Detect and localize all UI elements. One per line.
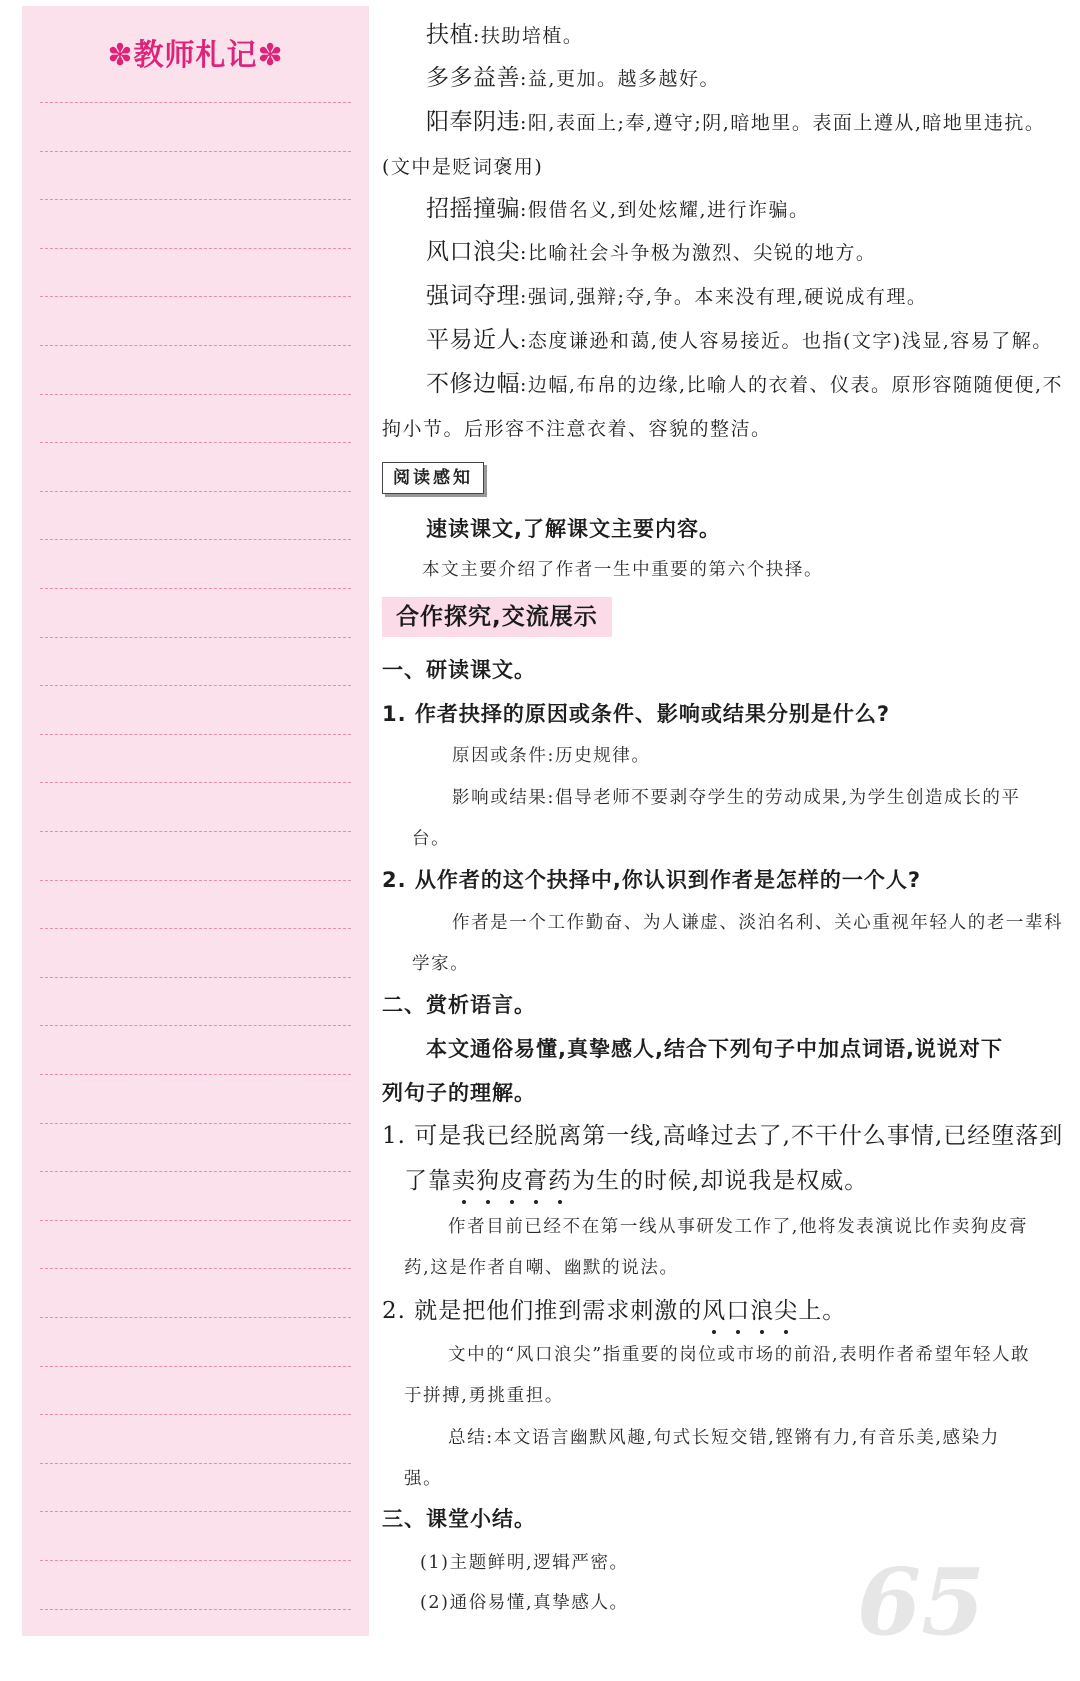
- summary: 总结:本文语言幽默风趣,句式长短交错,铿锵有力,有音乐美,感染力: [448, 1428, 1000, 1448]
- example-sentence: [382, 1292, 1068, 1325]
- main-content: [382, 0, 1068, 1681]
- section-heading: 三、课堂小结。: [382, 1507, 536, 1531]
- page-number: 65: [857, 1548, 986, 1656]
- vocab-term: 强词夺理: [426, 283, 520, 309]
- note-line: [40, 928, 351, 929]
- answer: 作者是一个工作勤奋、为人谦虚、淡泊名利、关心重视年轻人的老一辈科: [452, 913, 1064, 933]
- section-intro: 本文通俗易懂,真挚感人,结合下列句子中加点词语,说说对下: [426, 1037, 1003, 1061]
- answer: 原因或条件:历史规律。: [452, 746, 651, 766]
- note-line: [40, 539, 351, 540]
- question: 2. 从作者的这个抉择中,你认识到作者是怎样的一个人?: [382, 868, 922, 892]
- note-line: [40, 1414, 351, 1415]
- note-line: [40, 782, 351, 783]
- vocab-item: [426, 59, 1068, 92]
- vocab-continuation: 拘小节。后形容不注意衣着、容貌的整洁。: [382, 418, 772, 440]
- answer: 影响或结果:倡导老师不要剥夺学生的劳动成果,为学生创造成长的平: [452, 788, 1021, 808]
- summary: 强。: [404, 1469, 443, 1489]
- emphasis-char: 浪: [750, 1292, 774, 1325]
- answer: 文中的“风口浪尖”指重要的岗位或市场的前沿,表明作者希望年轻人敢: [448, 1345, 1031, 1365]
- vocab-term: 不修边幅: [426, 371, 520, 397]
- dotted-phrase: [702, 1298, 798, 1324]
- section-heading: 二、赏析语言。: [382, 993, 536, 1017]
- emphasis-char: 皮: [500, 1162, 524, 1195]
- note-line: [40, 151, 351, 152]
- emphasis-char: 风: [702, 1292, 726, 1325]
- vocab-item: [426, 233, 1068, 266]
- emphasis-char: 尖: [774, 1292, 798, 1325]
- vocab-item: [426, 277, 1068, 310]
- emphasis-char: 膏: [524, 1162, 548, 1195]
- vocab-definition: :阳,表面上;奉,遵守;阴,暗地里。表面上遵从,暗地里违抗。: [520, 112, 1046, 134]
- vocab-definition: :比喻社会斗争极为激烈、尖锐的地方。: [520, 242, 877, 264]
- section-heading: 一、研读课文。: [382, 658, 536, 682]
- note-line: [40, 248, 351, 249]
- note-line: [40, 1220, 351, 1221]
- vocab-term: 多多益善: [426, 65, 520, 91]
- vocab-item: [426, 190, 1068, 223]
- sentence-text: 了靠: [404, 1168, 452, 1194]
- note-line: [40, 880, 351, 881]
- reading-question: 速读课文,了解课文主要内容。: [426, 517, 721, 541]
- section-intro: 列句子的理解。: [382, 1081, 536, 1105]
- note-line: [40, 442, 351, 443]
- answer: 台。: [412, 829, 451, 849]
- sentence-text: 上。: [798, 1298, 847, 1324]
- vocab-definition: :强词,强辩;夺,争。本来没有理,硬说成有理。: [520, 286, 928, 308]
- vocab-item: [426, 365, 1068, 398]
- summary-item: (2)通俗易懂,真挚感人。: [420, 1593, 629, 1613]
- vocab-definition: :假借名义,到处炫耀,进行诈骗。: [520, 199, 810, 221]
- vocab-definition: :扶助培植。: [473, 25, 584, 47]
- note-line: [40, 199, 351, 200]
- sentence-text: 2. 就是把他们推到需求刺激的: [382, 1298, 703, 1324]
- reading-answer: 本文主要介绍了作者一生中重要的第六个抉择。: [422, 560, 824, 580]
- note-line: [40, 637, 351, 638]
- teacher-notes-title: ✽教师札记✽: [107, 38, 284, 73]
- note-line: [40, 734, 351, 735]
- vocab-item: [426, 16, 1068, 49]
- reading-section-badge: 阅读感知: [382, 462, 484, 494]
- note-line: [40, 394, 351, 395]
- example-sentence: 1. 可是我已经脱离第一线,高峰过去了,不干什么事情,已经堕落到: [382, 1123, 1064, 1149]
- vocab-item: [426, 103, 1068, 136]
- vocab-term: 招摇撞骗: [426, 196, 520, 222]
- note-line: [40, 831, 351, 832]
- note-line: [40, 977, 351, 978]
- emphasis-char: 卖: [452, 1162, 476, 1195]
- note-line: [40, 1560, 351, 1561]
- note-line: [40, 1609, 351, 1610]
- vocab-item: [426, 321, 1068, 354]
- note-line: [40, 1511, 351, 1512]
- vocab-continuation: (文中是贬词褒用): [382, 156, 544, 178]
- sentence-text: 为生的时候,却说我是权威。: [572, 1168, 869, 1194]
- note-line: [40, 1268, 351, 1269]
- note-line: [40, 1025, 351, 1026]
- note-line: [40, 588, 351, 589]
- vocab-term: 风口浪尖: [426, 239, 520, 265]
- note-line: [40, 1074, 351, 1075]
- note-line: [40, 1463, 351, 1464]
- answer: 于拼搏,勇挑重担。: [404, 1386, 564, 1406]
- note-line: [40, 685, 351, 686]
- note-line: [40, 1123, 351, 1124]
- emphasis-char: 药: [548, 1162, 572, 1195]
- teacher-notes-sidebar: [22, 6, 369, 1636]
- note-line: [40, 345, 351, 346]
- dotted-phrase: [452, 1168, 572, 1194]
- note-line: [40, 1317, 351, 1318]
- emphasis-char: 狗: [476, 1162, 500, 1195]
- question: 1. 作者抉择的原因或条件、影响或结果分别是什么?: [382, 702, 891, 726]
- coop-heading: 合作探究,交流展示: [382, 597, 612, 637]
- vocab-definition: :边幅,布帛的边缘,比喻人的衣着、仪表。原形容随随便便,不: [520, 374, 1064, 396]
- note-line: [40, 1171, 351, 1172]
- summary-item: (1)主题鲜明,逻辑严密。: [420, 1553, 629, 1573]
- answer: 药,这是作者自嘲、幽默的说法。: [404, 1258, 679, 1278]
- vocab-definition: :益,更加。越多越好。: [520, 68, 720, 90]
- example-sentence: [404, 1162, 1068, 1195]
- vocab-term: 扶植: [426, 22, 473, 48]
- note-line: [40, 102, 351, 103]
- note-line: [40, 491, 351, 492]
- emphasis-char: 口: [726, 1292, 750, 1325]
- answer: 学家。: [412, 954, 470, 974]
- answer: 作者目前已经不在第一线从事研发工作了,他将发表演说比作卖狗皮膏: [448, 1217, 1029, 1237]
- vocab-definition: :态度谦逊和蔼,使人容易接近。也指(文字)浅显,容易了解。: [520, 330, 1053, 352]
- note-line: [40, 1366, 351, 1367]
- note-line: [40, 296, 351, 297]
- vocab-term: 阳奉阴违: [426, 109, 520, 135]
- vocab-term: 平易近人: [426, 327, 520, 353]
